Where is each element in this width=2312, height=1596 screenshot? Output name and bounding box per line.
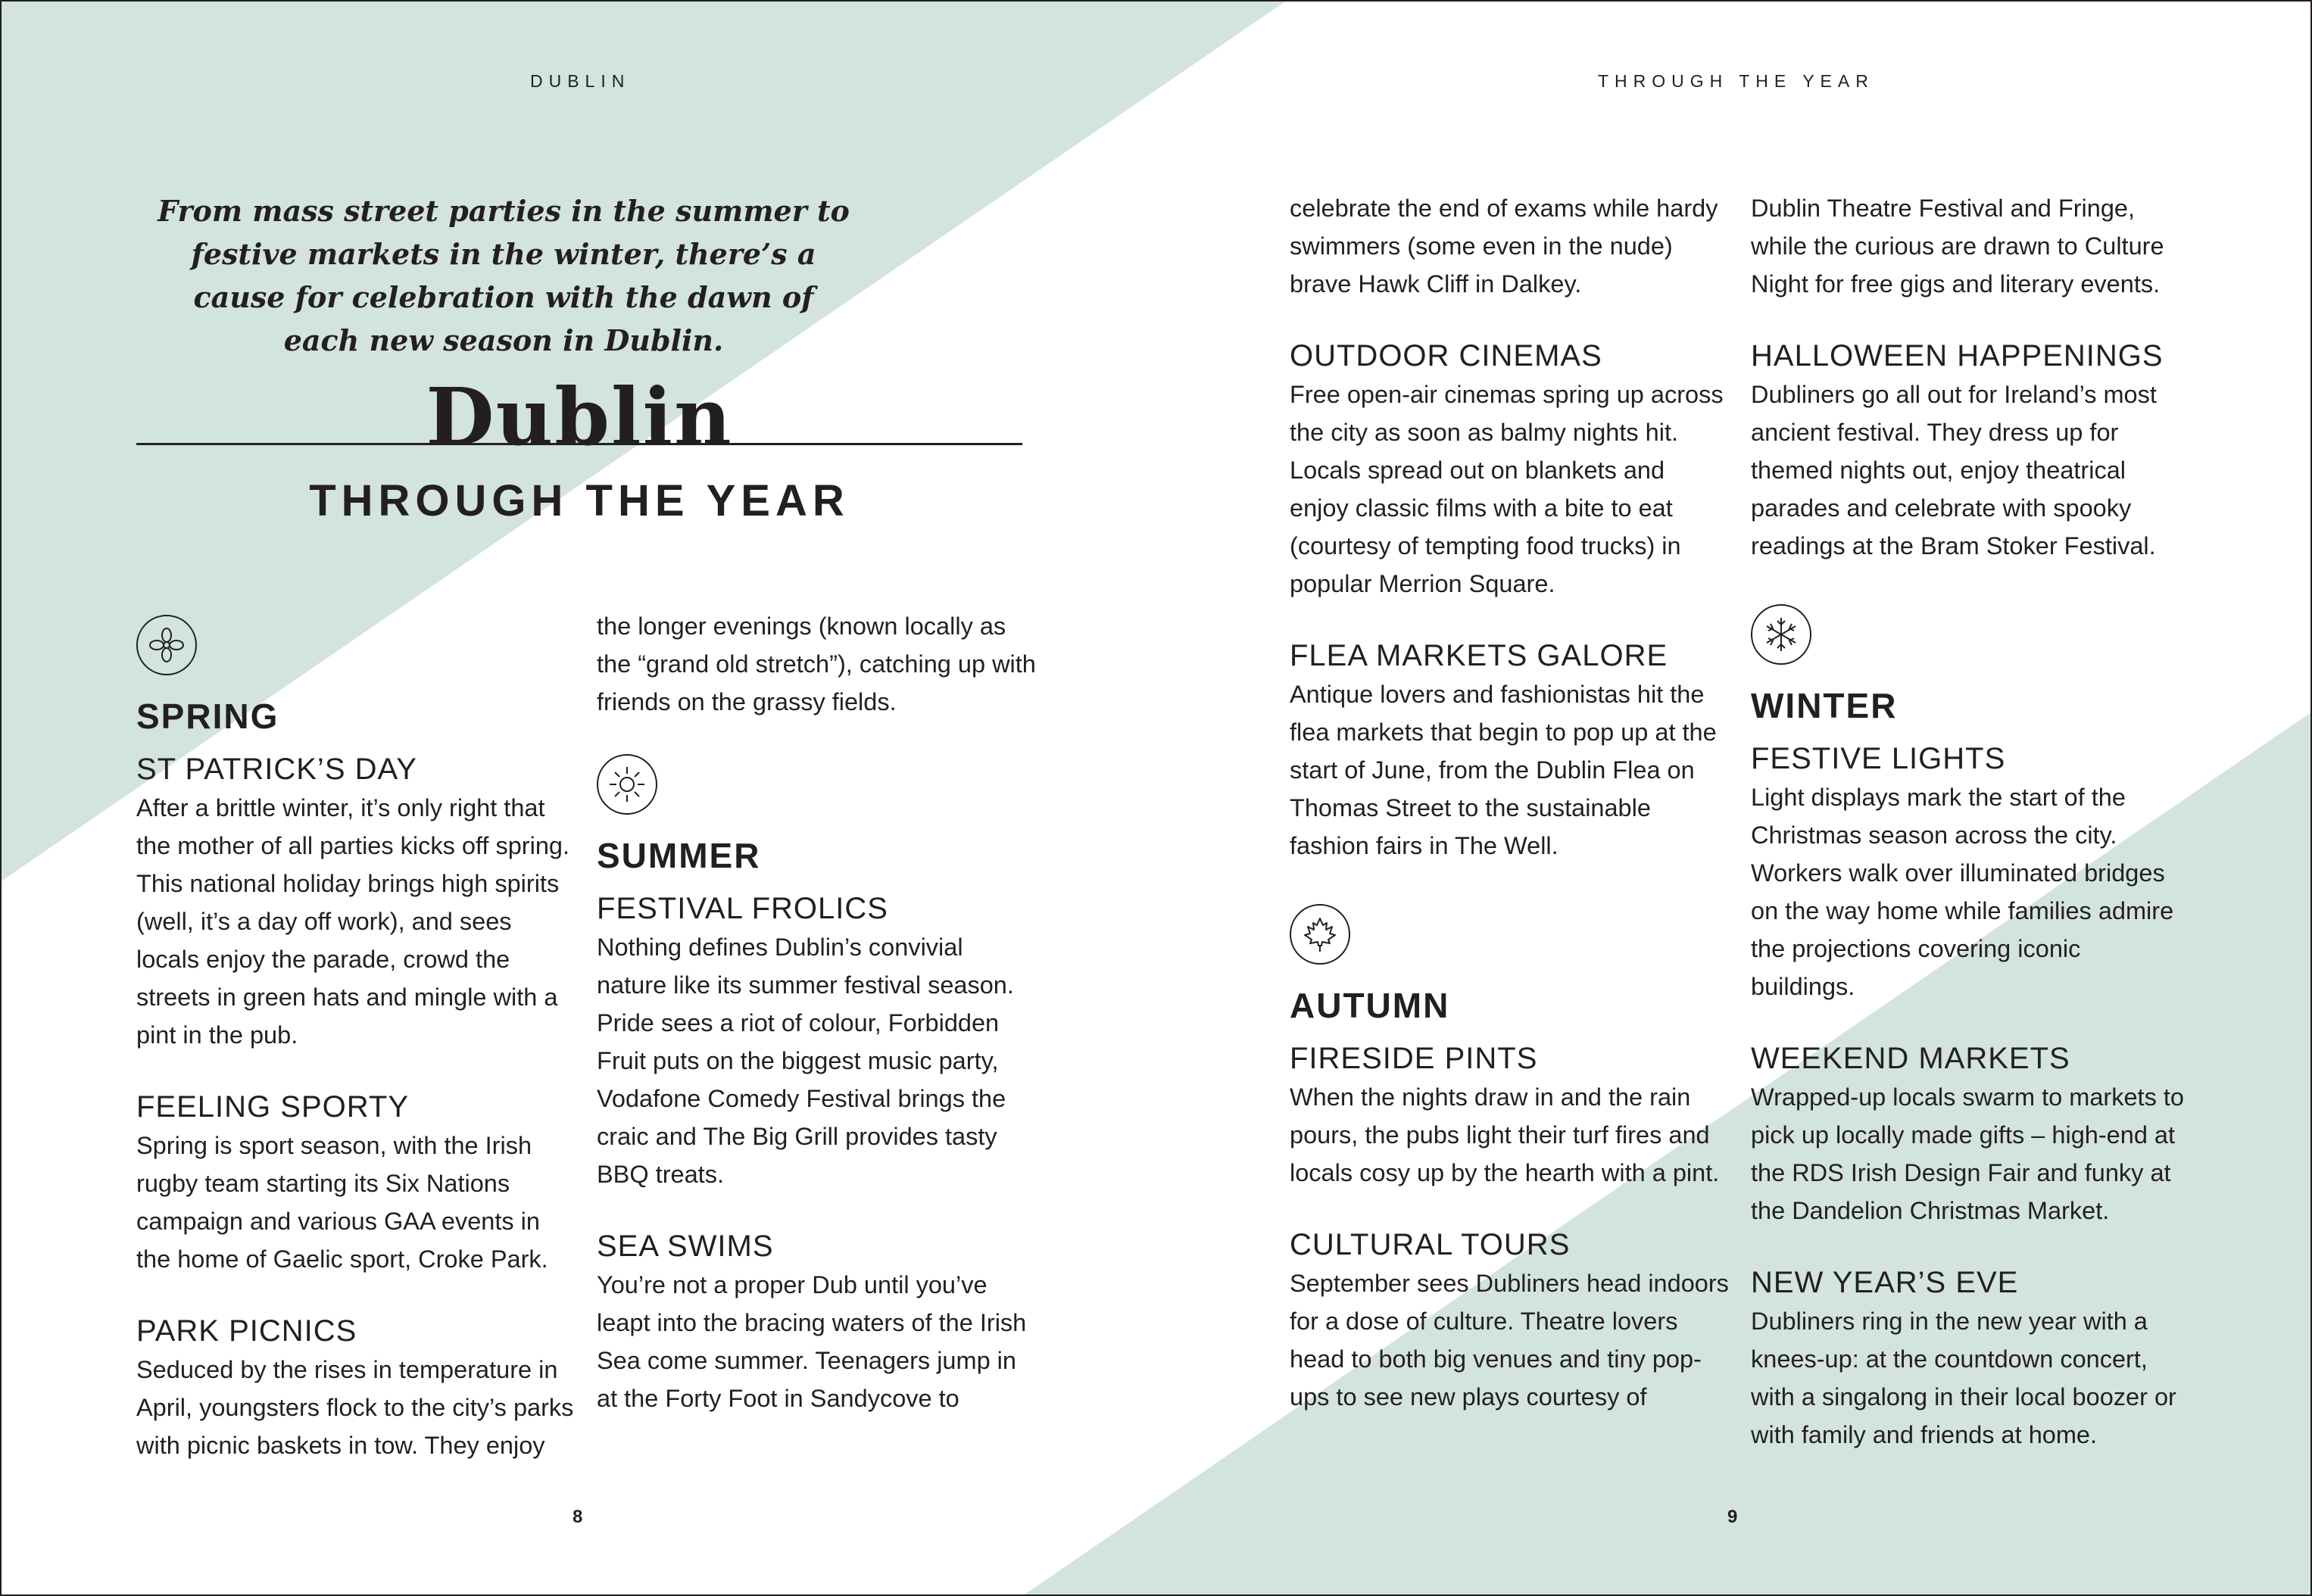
continued-text: the longer evenings (known locally as the “grand old stretch”), catching up with friends on the grassy fields. xyxy=(597,613,1036,715)
snowflake-icon xyxy=(1751,604,1811,665)
event-text: Dubliners go all out for Ireland’s most ancient festival. They dress up for themed nights out, enjoy theatrical parades and celebrate with spooky readings at the Bram Stoker Festival. xyxy=(1751,381,2157,560)
column-winter xyxy=(1751,189,2190,1487)
continued-text: celebrate the end of exams while hardy swimmers (some even in the nude) brave Hawk Cliff in Dalkey. xyxy=(1290,195,1718,298)
column-autumn xyxy=(1290,189,1729,1449)
event-text: Free open-air cinemas spring up across the city as soon as balmy nights hit. Locals spread out on blankets and enjoy classic films with a bite to eat (courtesy of tempting food trucks) in popular Merrion Square. xyxy=(1290,381,1724,597)
event-text: Nothing defines Dublin’s convivial nature like its summer festival season. Pride sees a riot of colour, Forbidden Fruit puts on the biggest music party, Vodafone Comedy Festival brings the craic and The Big Grill provides tasty BBQ treats. xyxy=(597,934,1014,1188)
flower-icon xyxy=(136,615,197,675)
intro-text: From mass street parties in the summer to festive markets in the winter, there’s a cause for celebration with the dawn of each new season in Dublin. xyxy=(158,194,850,357)
event-title: PARK PICNICS xyxy=(136,1314,357,1348)
season-heading-winter: WINTER xyxy=(1751,686,1898,725)
event-text: Spring is sport season, with the Irish rugby team starting its Six Nations campaign and various GAA events in the home of Gaelic sport, Croke Park. xyxy=(136,1132,548,1273)
event-title: HALLOWEEN HAPPENINGS xyxy=(1751,339,2164,373)
event-text: When the nights draw in and the rain pours, the pubs light their turf fires and locals cosy up by the hearth with a pint. xyxy=(1290,1083,1720,1186)
event-text: September sees Dubliners head indoors for a dose of culture. Theatre lovers head to both big venues and tiny pop-ups to see new plays courtesy of xyxy=(1290,1270,1729,1411)
event-title: ST PATRICK’S DAY xyxy=(136,753,417,786)
event-text: Light displays mark the start of the Christmas season across the city. Workers walk over illuminated bridges on the way home while families admire the projections covering iconic buildings. xyxy=(1751,784,2174,1000)
event-title: FESTIVE LIGHTS xyxy=(1751,742,2006,775)
event-title: SEA SWIMS xyxy=(597,1230,774,1263)
event-title: FEELING SPORTY xyxy=(136,1090,410,1124)
page-number-right: 9 xyxy=(1727,1507,1738,1527)
maple-leaf-icon xyxy=(1290,904,1350,965)
season-heading-autumn: AUTUMN xyxy=(1290,986,1450,1025)
event-title: FESTIVAL FROLICS xyxy=(597,892,888,925)
page-subtitle: THROUGH THE YEAR xyxy=(309,476,850,525)
page-title: Dublin xyxy=(426,370,733,463)
event-title: FIRESIDE PINTS xyxy=(1290,1042,1538,1075)
event-text: Dubliners ring in the new year with a knees-up: at the countdown concert, with a singalong in their local boozer or with family and friends at home. xyxy=(1751,1308,2176,1448)
season-heading-spring: SPRING xyxy=(136,697,279,736)
event-text: Seduced by the rises in temperature in April, youngsters flock to the city’s parks with picnic baskets in tow. They enjoy xyxy=(136,1356,574,1459)
event-text: Wrapped-up locals swarm to markets to pick up locally made gifts – high-end at the RDS Irish Design Fair and funky at the Dandelion Christmas Market. xyxy=(1751,1083,2184,1224)
event-title: WEEKEND MARKETS xyxy=(1751,1042,2070,1075)
page-number-left: 8 xyxy=(573,1507,583,1527)
title-block xyxy=(136,370,1022,463)
sun-icon xyxy=(597,754,657,815)
event-title: OUTDOOR CINEMAS xyxy=(1290,339,1602,373)
event-title: CULTURAL TOURS xyxy=(1290,1228,1571,1261)
running-head-right: THROUGH THE YEAR xyxy=(1598,71,1874,91)
event-text: After a brittle winter, it’s only right that the mother of all parties kicks off spring. This national holiday brings high spirits (well, it’s a day off work), and sees locals enjoy the parade, crowd the streets in green hats and mingle with a pint in the pub. xyxy=(136,794,570,1049)
column-summer xyxy=(597,607,1036,1451)
running-head-left: DUBLIN xyxy=(530,71,631,91)
column-spring xyxy=(136,615,576,1498)
event-text: Antique lovers and fashionistas hit the flea markets that begin to pop up at the start of June, from the Dublin Flea on Thomas Street to the sustainable fashion fairs in The Well. xyxy=(1290,681,1717,859)
event-title: FLEA MARKETS GALORE xyxy=(1290,639,1668,672)
event-title: NEW YEAR’S EVE xyxy=(1751,1266,2019,1299)
continued-text: Dublin Theatre Festival and Fringe, while the curious are drawn to Culture Night for free gigs and literary events. xyxy=(1751,195,2164,298)
event-text: You’re not a proper Dub until you’ve leapt into the bracing waters of the Irish Sea come summer. Teenagers jump in at the Forty Foot in Sandycove to xyxy=(597,1271,1027,1412)
season-heading-summer: SUMMER xyxy=(597,836,761,875)
